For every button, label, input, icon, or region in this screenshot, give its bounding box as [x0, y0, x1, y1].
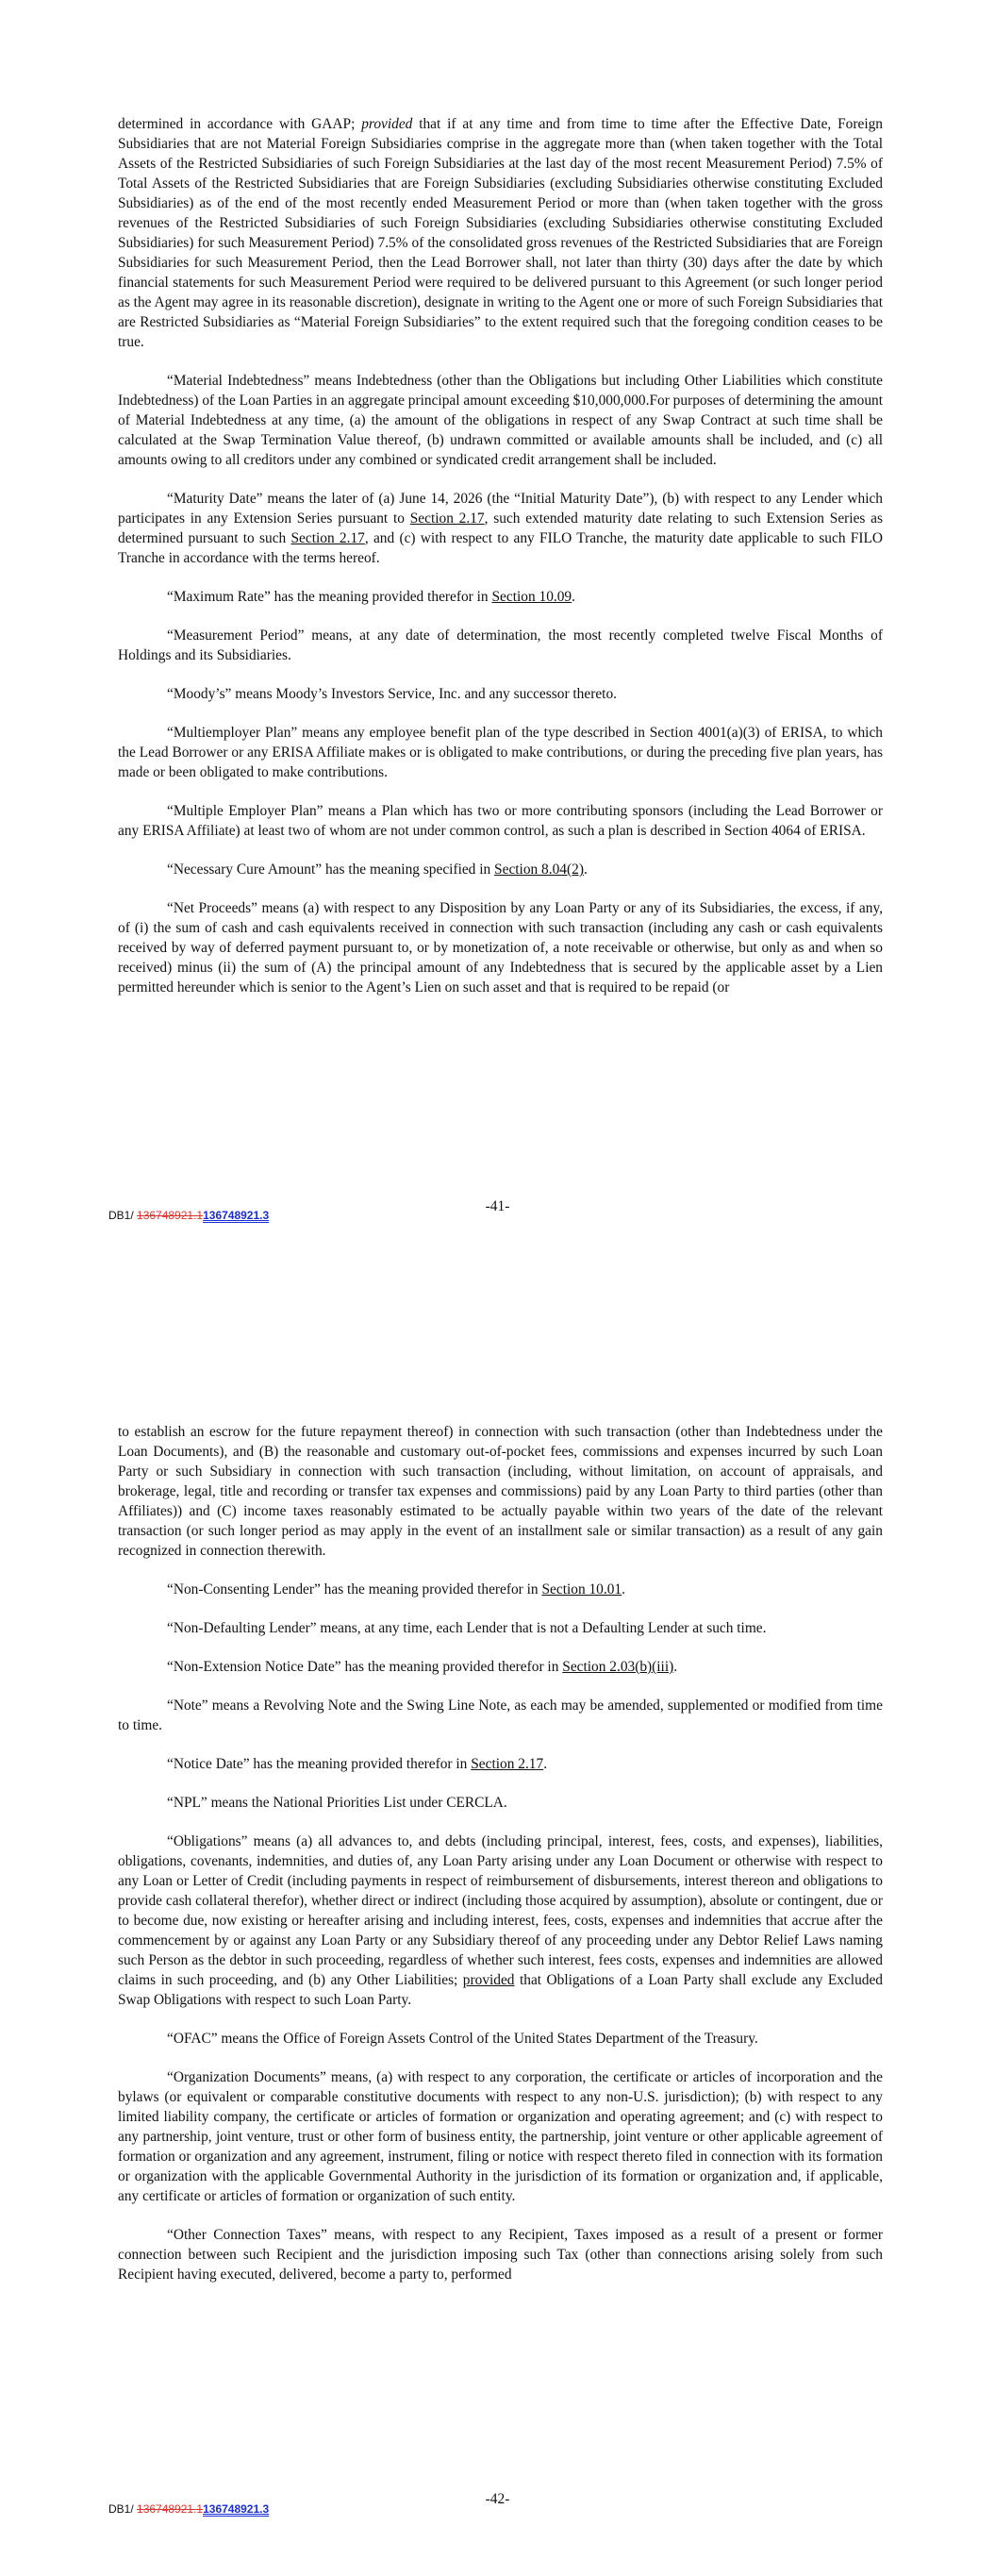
- document-id-deleted: 136748921.1: [137, 1209, 204, 1222]
- document-id: DB1/ 136748921.1136748921.3: [108, 2502, 270, 2516]
- definition-non-defaulting-lender: “Non-Defaulting Lender” means, at any time, each Lender that is not a Defaulting Lender at such time.: [167, 1620, 767, 1636]
- definition-note: “Note” means a Revolving Note and the Swing Line Note, as each may be amended, supplemented or modified from time to time.: [118, 1698, 883, 1733]
- document-id-inserted: 136748921.3: [203, 2502, 270, 2516]
- paragraph-net-proceeds-cont: to establish an escrow for the future repayment thereof) in connection with such transaction (other than Indebtedness under the Loan Documents), and (B) the reasonable and customary out-of-pocket fees, commissions and expenses incurred by such Loan Party or such Subsidiary in connection with such transaction (including, without limitation, on account of appraisals, and brokerage, legal, title and recording or transfer tax expenses and commissions) paid by any Loan Party to third parties (other than Affiliates)) and (C) income taxes reasonably estimated to be actually payable within two years of the date of the relevant transaction (or such longer period as may apply in the event of an installment sale or similar transaction) as a result of any gain recognized in connection therewith.: [118, 1424, 883, 1559]
- page-number: -41-: [485, 1198, 510, 1214]
- section-reference: Section 10.01: [541, 1581, 622, 1597]
- definition-maximum-rate: “Maximum Rate” has the meaning provided therefor in Section 10.09.: [167, 589, 575, 605]
- section-reference: Section 2.17: [290, 530, 365, 546]
- definition-ofac: “OFAC” means the Office of Foreign Assets Control of the United States Department of the Treasury.: [167, 2031, 758, 2047]
- definition-non-consenting-lender: “Non-Consenting Lender” has the meaning provided therefor in Section 10.01.: [167, 1581, 625, 1597]
- definition-measurement-period: “Measurement Period” means, at any date of determination, the most recently completed twelve Fiscal Months of Holdings and its Subsidiaries.: [118, 627, 883, 663]
- definition-multiple-employer-plan: “Multiple Employer Plan” means a Plan which has two or more contributing sponsors (including the Lead Borrower or any ERISA Affiliate) at least two of whom are not under common control, as such a plan is described in Section 4064 of ERISA.: [118, 803, 883, 839]
- definition-necessary-cure-amount: “Necessary Cure Amount” has the meaning specified in Section 8.04(2).: [167, 861, 588, 878]
- definition-moodys: “Moody’s” means Moody’s Investors Service, Inc. and any successor thereto.: [167, 686, 617, 702]
- page-body: [118, 1422, 883, 2303]
- definition-obligations: “Obligations” means (a) all advances to, and debts (including principal, interest, fees, costs, and expenses), liabilities, obligations, covenants, indemnities, and duties of, any Loan Party arising under any Loan Document or otherwise with respect to any Loan or Letter of Credit (including payments in respect of reimbursement of disbursements, interest thereon and obligations to provide cash collateral therefor), whether direct or indirect (including those acquired by assumption), absolute or contingent, due or to become due, now existing or hereafter arising and including interest, fees, costs, expenses and indemnities that accrue after the commencement by or against any Loan Party or any Subsidiary thereof of any proceeding under any Debtor Relief Laws naming such Person as the debtor in such proceeding, regardless of whether such interest, fees costs, expenses and indemnities are allowed claims in such proceeding, and (b) any Other Liabilities; provided that Obligations of a Loan Party shall exclude any Excluded Swap Obligations with respect to such Loan Party.: [118, 1833, 883, 2008]
- definition-multiemployer-plan: “Multiemployer Plan” means any employee benefit plan of the type described in Section 4001(a)(3) of ERISA, to which the Lead Borrower or any ERISA Affiliate makes or is obligated to make contributions, or during the preceding five plan years, has made or been obligated to make contributions.: [118, 725, 883, 780]
- definition-material-indebtedness: “Material Indebtedness” means Indebtedness (other than the Obligations but including Other Liabilities which constitute Indebtedness) of the Loan Parties in an aggregate principal amount exceeding $10,000,000.For purposes of determining the amount of Material Indebtedness at any time, (a) the amount of the obligations in respect of any Swap Contract at such time shall be calculated at the Swap Termination Value thereof, (b) undrawn committed or available amounts shall be included, and (c) all amounts owing to all creditors under any combined or syndicated credit arrangement shall be included.: [118, 373, 883, 468]
- section-reference: Section 2.17: [471, 1756, 544, 1772]
- definition-npl: “NPL” means the National Priorities List under CERCLA.: [167, 1795, 507, 1811]
- definition-notice-date: “Notice Date” has the meaning provided therefor in Section 2.17.: [167, 1756, 548, 1772]
- page-body: [118, 114, 883, 1016]
- definition-maturity-date: “Maturity Date” means the later of (a) June 14, 2026 (the “Initial Maturity Date”), (b) with respect to any Lender which participates in any Extension Series pursuant to Section 2.17, such extended maturity date relating to such Extension Series as determined pursuant to such Section 2.17, and (c) with respect to any FILO Tranche, the maturity date applicable to such FILO Tranche in accordance with the terms hereof.: [118, 491, 883, 566]
- section-reference: Section 2.17: [409, 510, 485, 527]
- document-id: DB1/ 136748921.1136748921.3: [108, 1209, 270, 1222]
- definition-non-extension-notice-date: “Non-Extension Notice Date” has the meaning provided therefor in Section 2.03(b)(iii).: [167, 1659, 678, 1675]
- paragraph-material-foreign-subsidiaries-cont: determined in accordance with GAAP; provided that if at any time and from time to time after the Effective Date, Foreign Subsidiaries that are not Material Foreign Subsidiaries comprise in the aggregate more than (when taken together with the Total Assets of the Restricted Subsidiaries of such Foreign Subsidiaries at the last day of the most recent Measurement Period) 7.5% of Total Assets of the Restricted Subsidiaries that are Foreign Subsidiaries (excluding Subsidiaries otherwise constituting Excluded Subsidiaries) as of the end of the most recently ended Measurement Period or more than (when taken together with the gross revenues of the Restricted Subsidiaries of such Foreign Subsidiaries (excluding Subsidiaries otherwise constituting Excluded Subsidiaries) for such Measurement Period) 7.5% of the consolidated gross revenues of the Restricted Subsidiaries that are Foreign Subsidiaries for such Measurement Period, then the Lead Borrower shall, not later than thirty (30) days after the date by which financial statements for such Measurement Period were required to be delivered pursuant to this Agreement (or such longer period as the Agent may agree in its reasonable discretion), designate in writing to the Agent one or more of such Foreign Subsidiaries that are Restricted Subsidiaries as “Material Foreign Subsidiaries” to the extent required such that the foregoing condition ceases to be true.: [118, 116, 883, 350]
- definition-other-connection-taxes: “Other Connection Taxes” means, with respect to any Recipient, Taxes imposed as a result of a present or former connection between such Recipient and the jurisdiction imposing such Tax (other than connections arising solely from such Recipient having executed, delivered, become a party to, performed: [118, 2227, 883, 2283]
- section-reference: Section 2.03(b)(iii): [562, 1659, 674, 1675]
- definition-organization-documents: “Organization Documents” means, (a) with respect to any corporation, the certificate or articles of incorporation and the bylaws (or equivalent or comparable constitutive documents with respect to any non-U.S. jurisdiction); (b) with respect to any limited liability company, the certificate or articles of formation or organization and operating agreement; and (c) with respect to any partnership, joint venture, trust or other form of business entity, the partnership, joint venture or other applicable agreement of formation or organization and any agreement, instrument, filing or notice with respect thereto filed in connection with its formation or organization with the applicable Governmental Authority in the jurisdiction of its formation or organization and, if applicable, any certificate or articles of formation or organization of such entity.: [118, 2069, 883, 2204]
- page-number: -42-: [485, 2491, 510, 2507]
- document-id-inserted: 136748921.3: [203, 1209, 270, 1222]
- section-reference: Section 8.04(2): [494, 861, 584, 878]
- definition-net-proceeds: “Net Proceeds” means (a) with respect to any Disposition by any Loan Party or any of its Subsidiaries, the excess, if any, of (i) the sum of cash and cash equivalents received in connection with such transaction (including any cash or cash equivalents received by way of deferred payment pursuant to, or by monetization of, a note receivable or otherwise, but only as and when so received) minus (ii) the sum of (A) the principal amount of any Indebtedness that is secured by the applicable asset by a Lien permitted hereunder which is senior to the Agent’s Lien on such asset and that is required to be repaid (or: [118, 900, 883, 995]
- page-42: [0, 1288, 995, 2576]
- section-reference: Section 10.09: [491, 589, 572, 605]
- document-id-deleted: 136748921.1: [137, 2502, 204, 2516]
